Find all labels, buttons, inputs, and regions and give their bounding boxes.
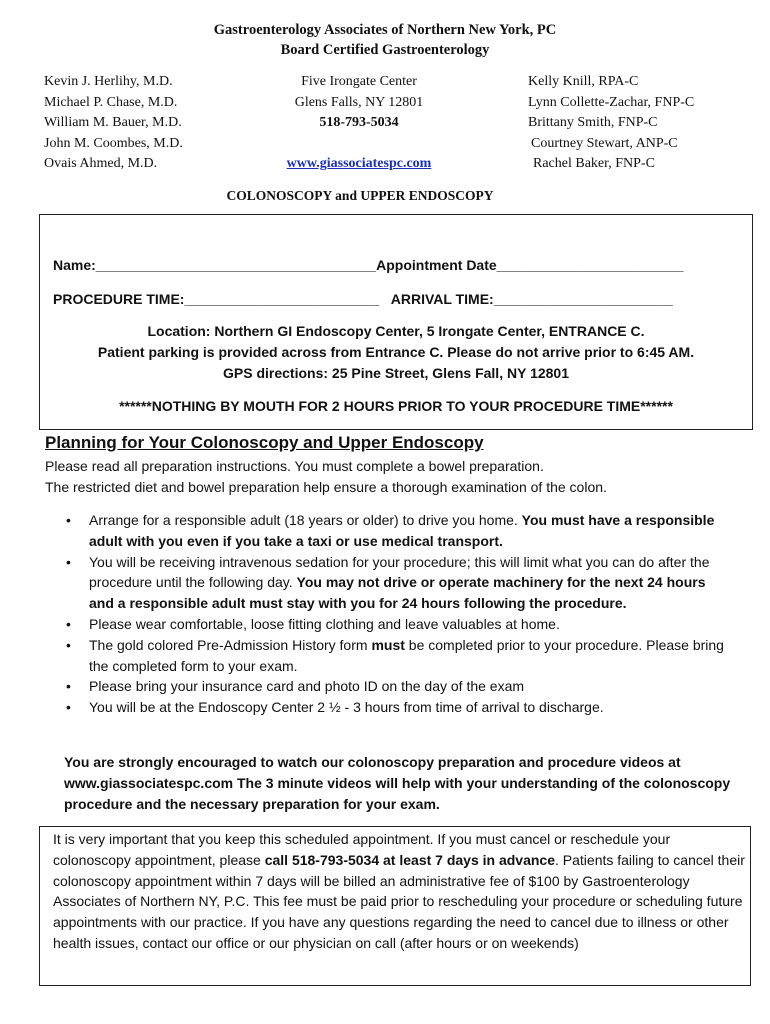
- address-line-2: Glens Falls, NY 12801: [294, 94, 424, 110]
- procedure-title: COLONOSCOPY and UPPER ENDOSCOPY: [226, 188, 494, 203]
- intro-line-2: The restricted diet and bowel preparation help ensure a thorough examination of the colon.: [45, 479, 607, 495]
- list-item: • Please wear comfortable, loose fitting clothing and leave valuables at home.: [89, 614, 729, 635]
- npo-warning: ******NOTHING BY MOUTH FOR 2 HOURS PRIOR TO YOUR PROCEDURE TIME******: [119, 398, 673, 414]
- planning-intro: [45, 456, 607, 498]
- practice-name: Gastroenterology Associates of Northern New York, PC: [213, 22, 557, 38]
- physician-list: [44, 72, 183, 175]
- instruction-list: [66, 510, 729, 718]
- procedure-time-label: PROCEDURE TIME:: [53, 291, 185, 307]
- bullet-icon: •: [66, 553, 71, 570]
- practice-tagline: Board Certified Gastroenterology: [280, 42, 490, 58]
- list-item: • Arrange for a responsible adult (18 years or older) to drive you home. You must have a responsible adult with you even if you take a taxi or use medical transport.: [66, 512, 715, 549]
- list-item: • You will be receiving intravenous sedation for your procedure; this will limit what you can do after the procedure until the following day. You may not drive or operate machinery for the next 24 hours and a responsible adult must stay with you for 24 hours following the procedure.: [66, 553, 710, 612]
- video-note: You are strongly encouraged to watch our colonoscopy preparation and procedure videos at www.giassociatespc.com The 3 minute videos will help with your understanding of the colonoscopy procedure and the necessary preparation for your exam.: [64, 754, 731, 812]
- physician-name: Kevin J. Herlihy, M.D.: [44, 74, 173, 89]
- appointment-box: [39, 214, 753, 430]
- name-blank[interactable]: ____________________________________: [95, 257, 377, 273]
- letterhead-title: [0, 20, 770, 60]
- name-field[interactable]: [53, 257, 684, 273]
- practice-contact: [284, 72, 434, 175]
- bullet-icon: •: [66, 678, 71, 695]
- arrival-time-blank[interactable]: _______________________: [493, 291, 673, 307]
- appointment-date-label: Appointment Date: [376, 257, 497, 273]
- parking-text: Patient parking is provided across from Entrance C. Please do not arrive prior to 6:45 AM.: [97, 344, 695, 360]
- gps-text: GPS directions: 25 Pine Street, Glens Fall, NY 12801: [223, 365, 569, 381]
- provider-list: [528, 72, 694, 175]
- list-item: • The gold colored Pre-Admission History form must be completed prior to your procedure. Please bring the completed form to your exam.: [66, 636, 724, 674]
- cancellation-call-instruction: call 518-793-5034 at least 7 days in advance: [264, 851, 555, 868]
- arrival-time-label: ARRIVAL TIME:: [390, 291, 494, 307]
- website-link[interactable]: www.giassociatespc.com: [286, 156, 432, 172]
- procedure-time-blank[interactable]: _________________________: [184, 291, 380, 307]
- provider-name: Lynn Collette-Zachar, FNP-C: [528, 94, 695, 110]
- physician-name: Michael P. Chase, M.D.: [44, 94, 178, 110]
- provider-name: Kelly Knill, RPA-C: [528, 74, 639, 89]
- bullet-icon: •: [66, 699, 71, 716]
- time-fields[interactable]: [53, 291, 673, 307]
- physician-name: John M. Coombes, M.D.: [44, 135, 183, 151]
- physician-name: Ovais Ahmed, M.D.: [44, 156, 158, 172]
- provider-name: Rachel Baker, FNP-C: [533, 156, 655, 172]
- intro-line-1: Please read all preparation instructions. You must complete a bowel preparation.: [45, 458, 544, 474]
- bullet-icon: •: [66, 512, 71, 528]
- name-label: Name:: [53, 257, 96, 273]
- list-item: • Please bring your insurance card and photo ID on the day of the exam: [89, 676, 729, 697]
- planning-heading: Planning for Your Colonoscopy and Upper Endoscopy: [45, 433, 484, 452]
- physician-name: William M. Bauer, M.D.: [44, 115, 182, 131]
- location-info: [40, 321, 752, 384]
- cancellation-policy-box: [39, 826, 751, 986]
- appointment-date-blank[interactable]: ________________________: [496, 257, 684, 273]
- provider-name: Courtney Stewart, ANP-C: [531, 135, 678, 151]
- bullet-icon: •: [66, 615, 71, 632]
- list-item: • You will be at the Endoscopy Center 2 ½ - 3 hours from time of arrival to discharge.: [89, 697, 729, 718]
- cancellation-policy-text: It is very important that you keep this scheduled appointment. If you must cancel or reschedule your colonoscopy appointment, please call 518-793-5034 at least 7 days in advance. Patients failing to cancel their colonoscopy appointment within 7 days will be billed an administrative fee of $100 by Gastroenterology Associates of Northern NY, P.C. This fee must be paid prior to rescheduling your procedure or scheduling future appointments with our practice. If you have any questions regarding the need to cancel due to illness or other health issues, contact our office or our physician on call (after hours or on weekends): [53, 831, 745, 951]
- provider-name: Brittany Smith, FNP-C: [528, 115, 658, 131]
- location-text: Location: Northern GI Endoscopy Center, 5 Irongate Center, ENTRANCE C.: [147, 323, 645, 339]
- address-line-1: Five Irongate Center: [301, 74, 417, 89]
- bullet-icon: •: [66, 636, 71, 653]
- phone-number: 518-793-5034: [319, 115, 399, 131]
